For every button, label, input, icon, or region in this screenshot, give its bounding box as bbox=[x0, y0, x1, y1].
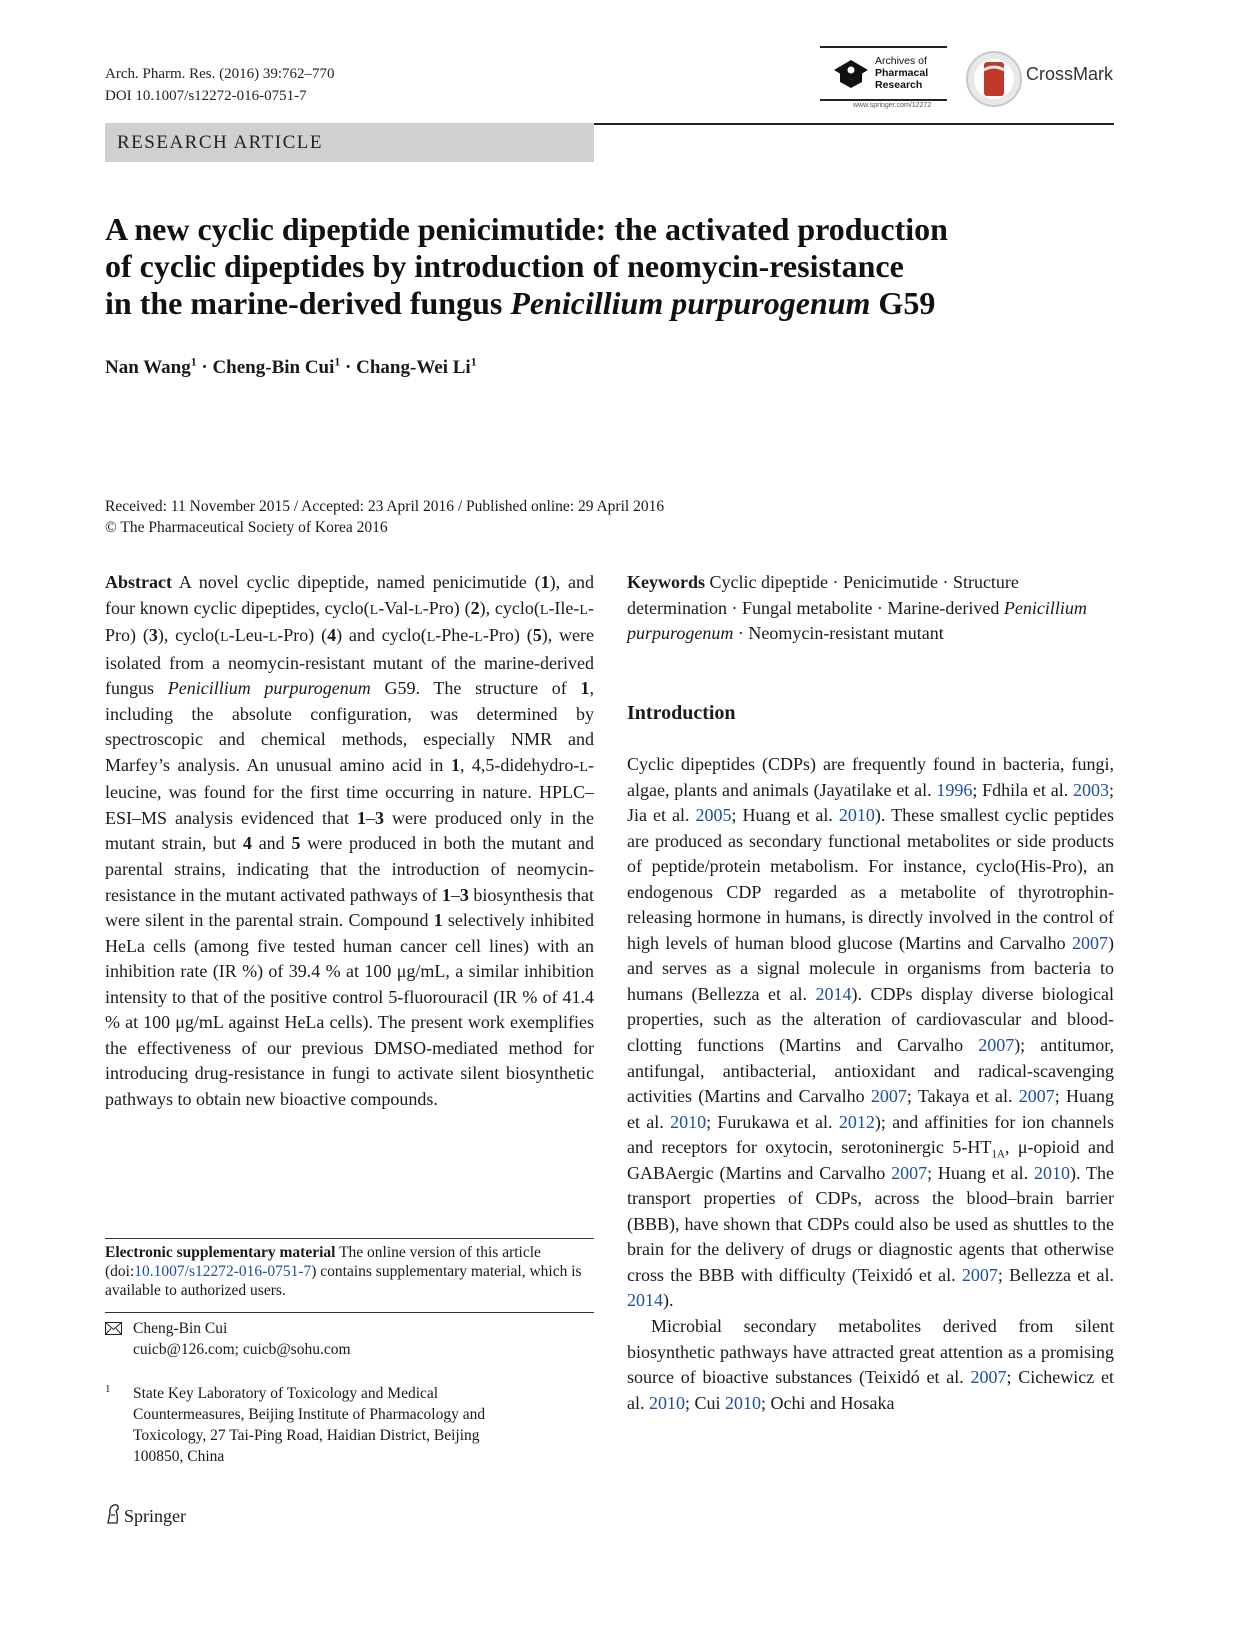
corresponding-author-emails[interactable]: cuicb@126.com; cuicb@sohu.com bbox=[133, 1341, 351, 1358]
journal-logo-url: www.springer.com/12272 bbox=[853, 102, 932, 109]
title-line-3: in the marine-derived fungus Penicillium purpurogenum G59 bbox=[105, 285, 936, 321]
affiliation-number: 1 bbox=[105, 1383, 111, 1395]
author-list: Nan Wang$^1$ · Cheng-Bin Cui$^1$ · Chang-Wei Li$^1$ bbox=[105, 355, 477, 378]
logo-rule-top bbox=[820, 46, 947, 48]
esm-doi-link[interactable]: 10.1007/s12272-016-0751-7 bbox=[134, 1263, 312, 1280]
corresponding-author-name: Cheng-Bin Cui bbox=[133, 1320, 228, 1337]
correspondence bbox=[105, 1318, 594, 1360]
crossmark-label[interactable]: CrossMark bbox=[1026, 64, 1114, 84]
introduction-heading: Introduction bbox=[627, 702, 736, 724]
article-title bbox=[105, 211, 1105, 322]
author-name[interactable]: Chang-Wei Li bbox=[356, 357, 471, 378]
journal-logo-icon bbox=[832, 58, 870, 90]
introduction-paragraph: Microbial secondary metabolites derived from silent biosynthetic pathways have attracted great attention as a promising source of bioactive substances (Teixidó et al. 2007; Cichewicz et al. 2010; Cui 2010; Ochi and Hosaka bbox=[627, 1316, 1114, 1413]
envelope-icon bbox=[105, 1322, 122, 1335]
electronic-supplementary-material: Electronic supplementary material The online version of this article (doi:10.1007/s12272-016-0751-7) contains supplementary material, which is available to authorized users. bbox=[105, 1244, 582, 1299]
publisher-footer bbox=[105, 1503, 186, 1528]
copyright-line: © The Pharmaceutical Society of Korea 2016 bbox=[105, 519, 388, 536]
springer-horse-icon bbox=[105, 1503, 121, 1525]
publisher-name: Springer bbox=[124, 1506, 186, 1526]
title-line-1: A new cyclic dipeptide penicimutide: the activated production bbox=[105, 211, 948, 247]
crossmark-icon[interactable] bbox=[965, 50, 1023, 108]
history-dates: Received: 11 November 2015 / Accepted: 23 April 2016 / Published online: 29 April 2016 bbox=[105, 498, 665, 515]
introduction-paragraph: Cyclic dipeptides (CDPs) are frequently found in bacteria, fungi, algae, plants and animals (Jayatilake et al. 1996; Fdhila et al. 2003; Jia et al. 2005; Huang et al. 2010). These smallest cyclic peptides are produced as secondary functional metabolites or side products of peptide/protein metabolism. For instance, cyclo(His-Pro), an endogenous CDP regarded as a metabolite of thyrotrophin-releasing hormone in humans, is directly involved in the control of high levels of human blood glucose (Martins and Carvalho 2007) and serves as a signal molecule in organisms from bacteria to humans (Bellezza et al. 2014). CDPs display diverse biological properties, such as the alteration of cardiovascular and blood-clotting functions (Martins and Carvalho 2007); antitumor, antifungal, antibacterial, antioxidant and radical-scavenging activities (Martins and Carvalho 2007; Takaya et al. 2007; Huang et al. 2010; Furukawa et al. 2012); and affinities for ion channels and receptors for oxytocin, serotoninergic $5-HT_{1A}$, μ-opioid and GABAergic (Martins and Carvalho 2007; Huang et al. 2010). The transport properties of CDPs, across the blood–brain barrier (BBB), have shown that CDPs could also be used as shuttles to the brain for the delivery of drugs or diagnostic agents that otherwise cross the BBB with difficulty (Teixidó et al. 2007; Bellezza et al. 2014). bbox=[627, 754, 1114, 1311]
correspondence-rule bbox=[105, 1312, 594, 1313]
publication-dates bbox=[105, 496, 865, 538]
logo-rule-bottom bbox=[820, 99, 947, 101]
doi-line: DOI 10.1007/s12272-016-0751-7 bbox=[105, 88, 307, 104]
author-name[interactable]: Cheng-Bin Cui bbox=[212, 357, 335, 378]
article-type-banner: RESEARCH ARTICLE bbox=[105, 123, 594, 162]
journal-reference: Arch. Pharm. Res. (2016) 39:762–770 bbox=[105, 66, 335, 82]
esm-rule bbox=[105, 1238, 594, 1239]
keywords: Keywords Cyclic dipeptide · Penicimutide · Structure determination · Fungal metabolite · Marine-derived Penicillium purpurogenum · Neomycin-resistant mutant bbox=[627, 572, 1087, 644]
affiliation-text: State Key Laboratory of Toxicology and Medical Countermeasures, Beijing Institute of Pharmacology and Toxicology, 27 Tai-Ping Road, Haidian District, Beijing 100850, China bbox=[133, 1385, 486, 1465]
journal-logo-text: Archives of Pharmacal Research bbox=[875, 55, 929, 91]
title-line-2: of cyclic dipeptides by introduction of neomycin-resistance bbox=[105, 248, 904, 284]
abstract: Abstract A novel cyclic dipeptide, named penicimutide (1), and four known cyclic dipeptides, cyclo(L-Val-L-Pro) (2), cyclo(L-Ile-L-Pro) (3), cyclo(L-Leu-L-Pro) (4) and cyclo(L-Phe-L-Pro) (5), were isolated from a neomycin-resistant mutant of the marine-derived fungus Penicillium purpurogenum G59. The structure of 1, including the absolute configuration, was determined by spectroscopic and chemical methods, especially NMR and Marfey’s analysis. An unusual amino acid in 1, 4,5-didehydro-L-leucine, was found for the first time occurring in nature. HPLC–ESI–MS analysis evidenced that 1–3 were produced only in the mutant strain, but 4 and 5 were produced in both the mutant and parental strains, indicating that the introduction of neomycin-resistance in the mutant activated pathways of 1–3 biosynthesis that were silent in the parental strain. Compound 1 selectively inhibited HeLa cells (among five tested human cancer cell lines) with an inhibition rate (IR %) of 39.4 % at 100 μg/mL, a similar inhibition intensity to that of the positive control 5-fluorouracil (IR % of 41.4 % at 100 μg/mL against HeLa cells). The present work exemplifies the effectiveness of our previous DMSO-mediated method for introducing drug-resistance in fungi to activate silent biosynthetic pathways to obtain new bioactive compounds. bbox=[105, 572, 595, 1109]
affiliation bbox=[105, 1383, 594, 1467]
introduction-body bbox=[627, 752, 1114, 1416]
abstract-label: Abstract bbox=[105, 572, 172, 592]
author-name[interactable]: Nan Wang bbox=[105, 357, 191, 378]
keywords-label: Keywords bbox=[627, 572, 705, 592]
header-rule bbox=[594, 123, 1114, 125]
